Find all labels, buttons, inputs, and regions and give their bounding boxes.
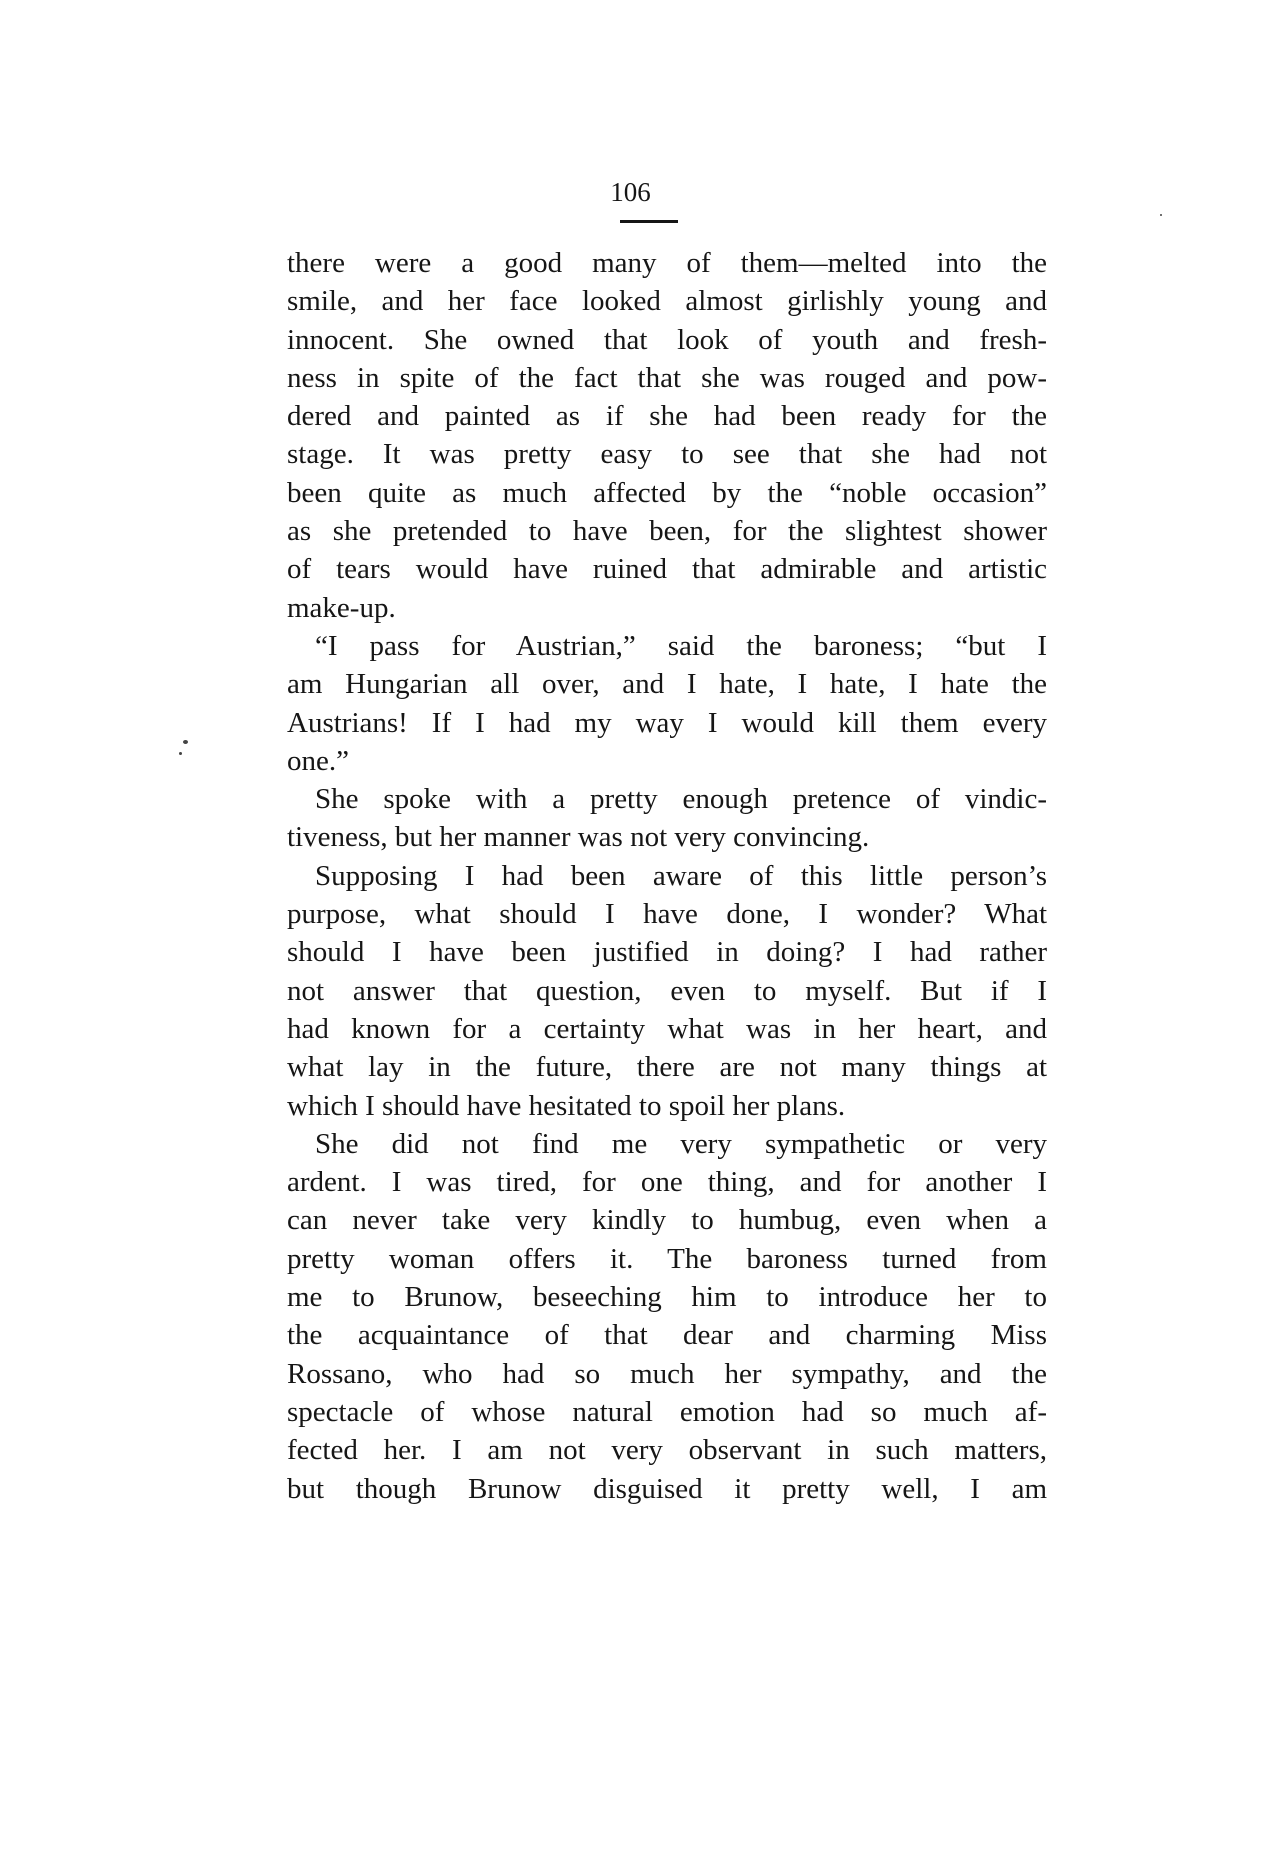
text-line: purpose, what should I have done, I wonder? What bbox=[287, 898, 1047, 931]
text-line: had known for a certainty what was in her heart, and bbox=[287, 1012, 1047, 1045]
body-text bbox=[287, 244, 1047, 1508]
text-line: spectacle of whose natural emotion had so much af- bbox=[287, 1395, 1047, 1428]
text-line: can never take very kindly to humbug, even when a bbox=[287, 1204, 1047, 1237]
text-line: one.” bbox=[287, 744, 349, 777]
text-line: not answer that question, even to myself. But if I bbox=[287, 974, 1047, 1007]
scan-speck bbox=[1160, 214, 1162, 216]
text-line: what lay in the future, there are not many things at bbox=[287, 1051, 1047, 1084]
text-line: She did not find me very sympathetic or very bbox=[315, 1127, 1047, 1160]
text-line: but though Brunow disguised it pretty well, I am bbox=[287, 1472, 1047, 1505]
text-line: dered and painted as if she had been ready for the bbox=[287, 400, 1047, 433]
text-line: should I have been justified in doing? I had rather bbox=[287, 936, 1047, 969]
text-line: am Hungarian all over, and I hate, I hate, I hate the bbox=[287, 668, 1047, 701]
text-line: make-up. bbox=[287, 591, 396, 624]
text-line: She spoke with a pretty enough pretence of vindic- bbox=[315, 783, 1047, 816]
text-line: Austrians! If I had my way I would kill them every bbox=[287, 706, 1047, 739]
text-line: stage. It was pretty easy to see that she had not bbox=[287, 438, 1047, 471]
text-line: Supposing I had been aware of this little person’s bbox=[315, 859, 1047, 892]
text-line: tiveness, but her manner was not very convincing. bbox=[287, 821, 870, 854]
text-line: fected her. I am not very observant in such matters, bbox=[287, 1434, 1047, 1467]
text-line: me to Brunow, beseeching him to introduce her to bbox=[287, 1281, 1047, 1314]
text-line: been quite as much affected by the “noble occasion” bbox=[287, 476, 1047, 509]
text-line: pretty woman offers it. The baroness turned from bbox=[287, 1242, 1047, 1275]
text-line: as she pretended to have been, for the slightest shower bbox=[287, 515, 1047, 548]
text-line: ardent. I was tired, for one thing, and for another I bbox=[287, 1166, 1047, 1199]
page-number: 106 bbox=[610, 177, 651, 207]
text-line: ness in spite of the fact that she was rouged and pow- bbox=[287, 361, 1047, 394]
text-line: Rossano, who had so much her sympathy, and the bbox=[287, 1357, 1047, 1390]
text-line: innocent. She owned that look of youth and fresh- bbox=[287, 323, 1047, 356]
scan-speck bbox=[183, 740, 188, 744]
text-line: smile, and her face looked almost girlishly young and bbox=[287, 285, 1047, 318]
page-number-rule bbox=[620, 220, 678, 223]
text-line: of tears would have ruined that admirable and artistic bbox=[287, 553, 1047, 586]
text-line: “I pass for Austrian,” said the baroness; “but I bbox=[315, 629, 1047, 662]
scan-speck bbox=[179, 752, 182, 755]
text-line: the acquaintance of that dear and charming Miss bbox=[287, 1319, 1047, 1352]
text-line: there were a good many of them—melted into the bbox=[287, 247, 1047, 279]
text-line: which I should have hesitated to spoil her plans. bbox=[287, 1089, 846, 1122]
